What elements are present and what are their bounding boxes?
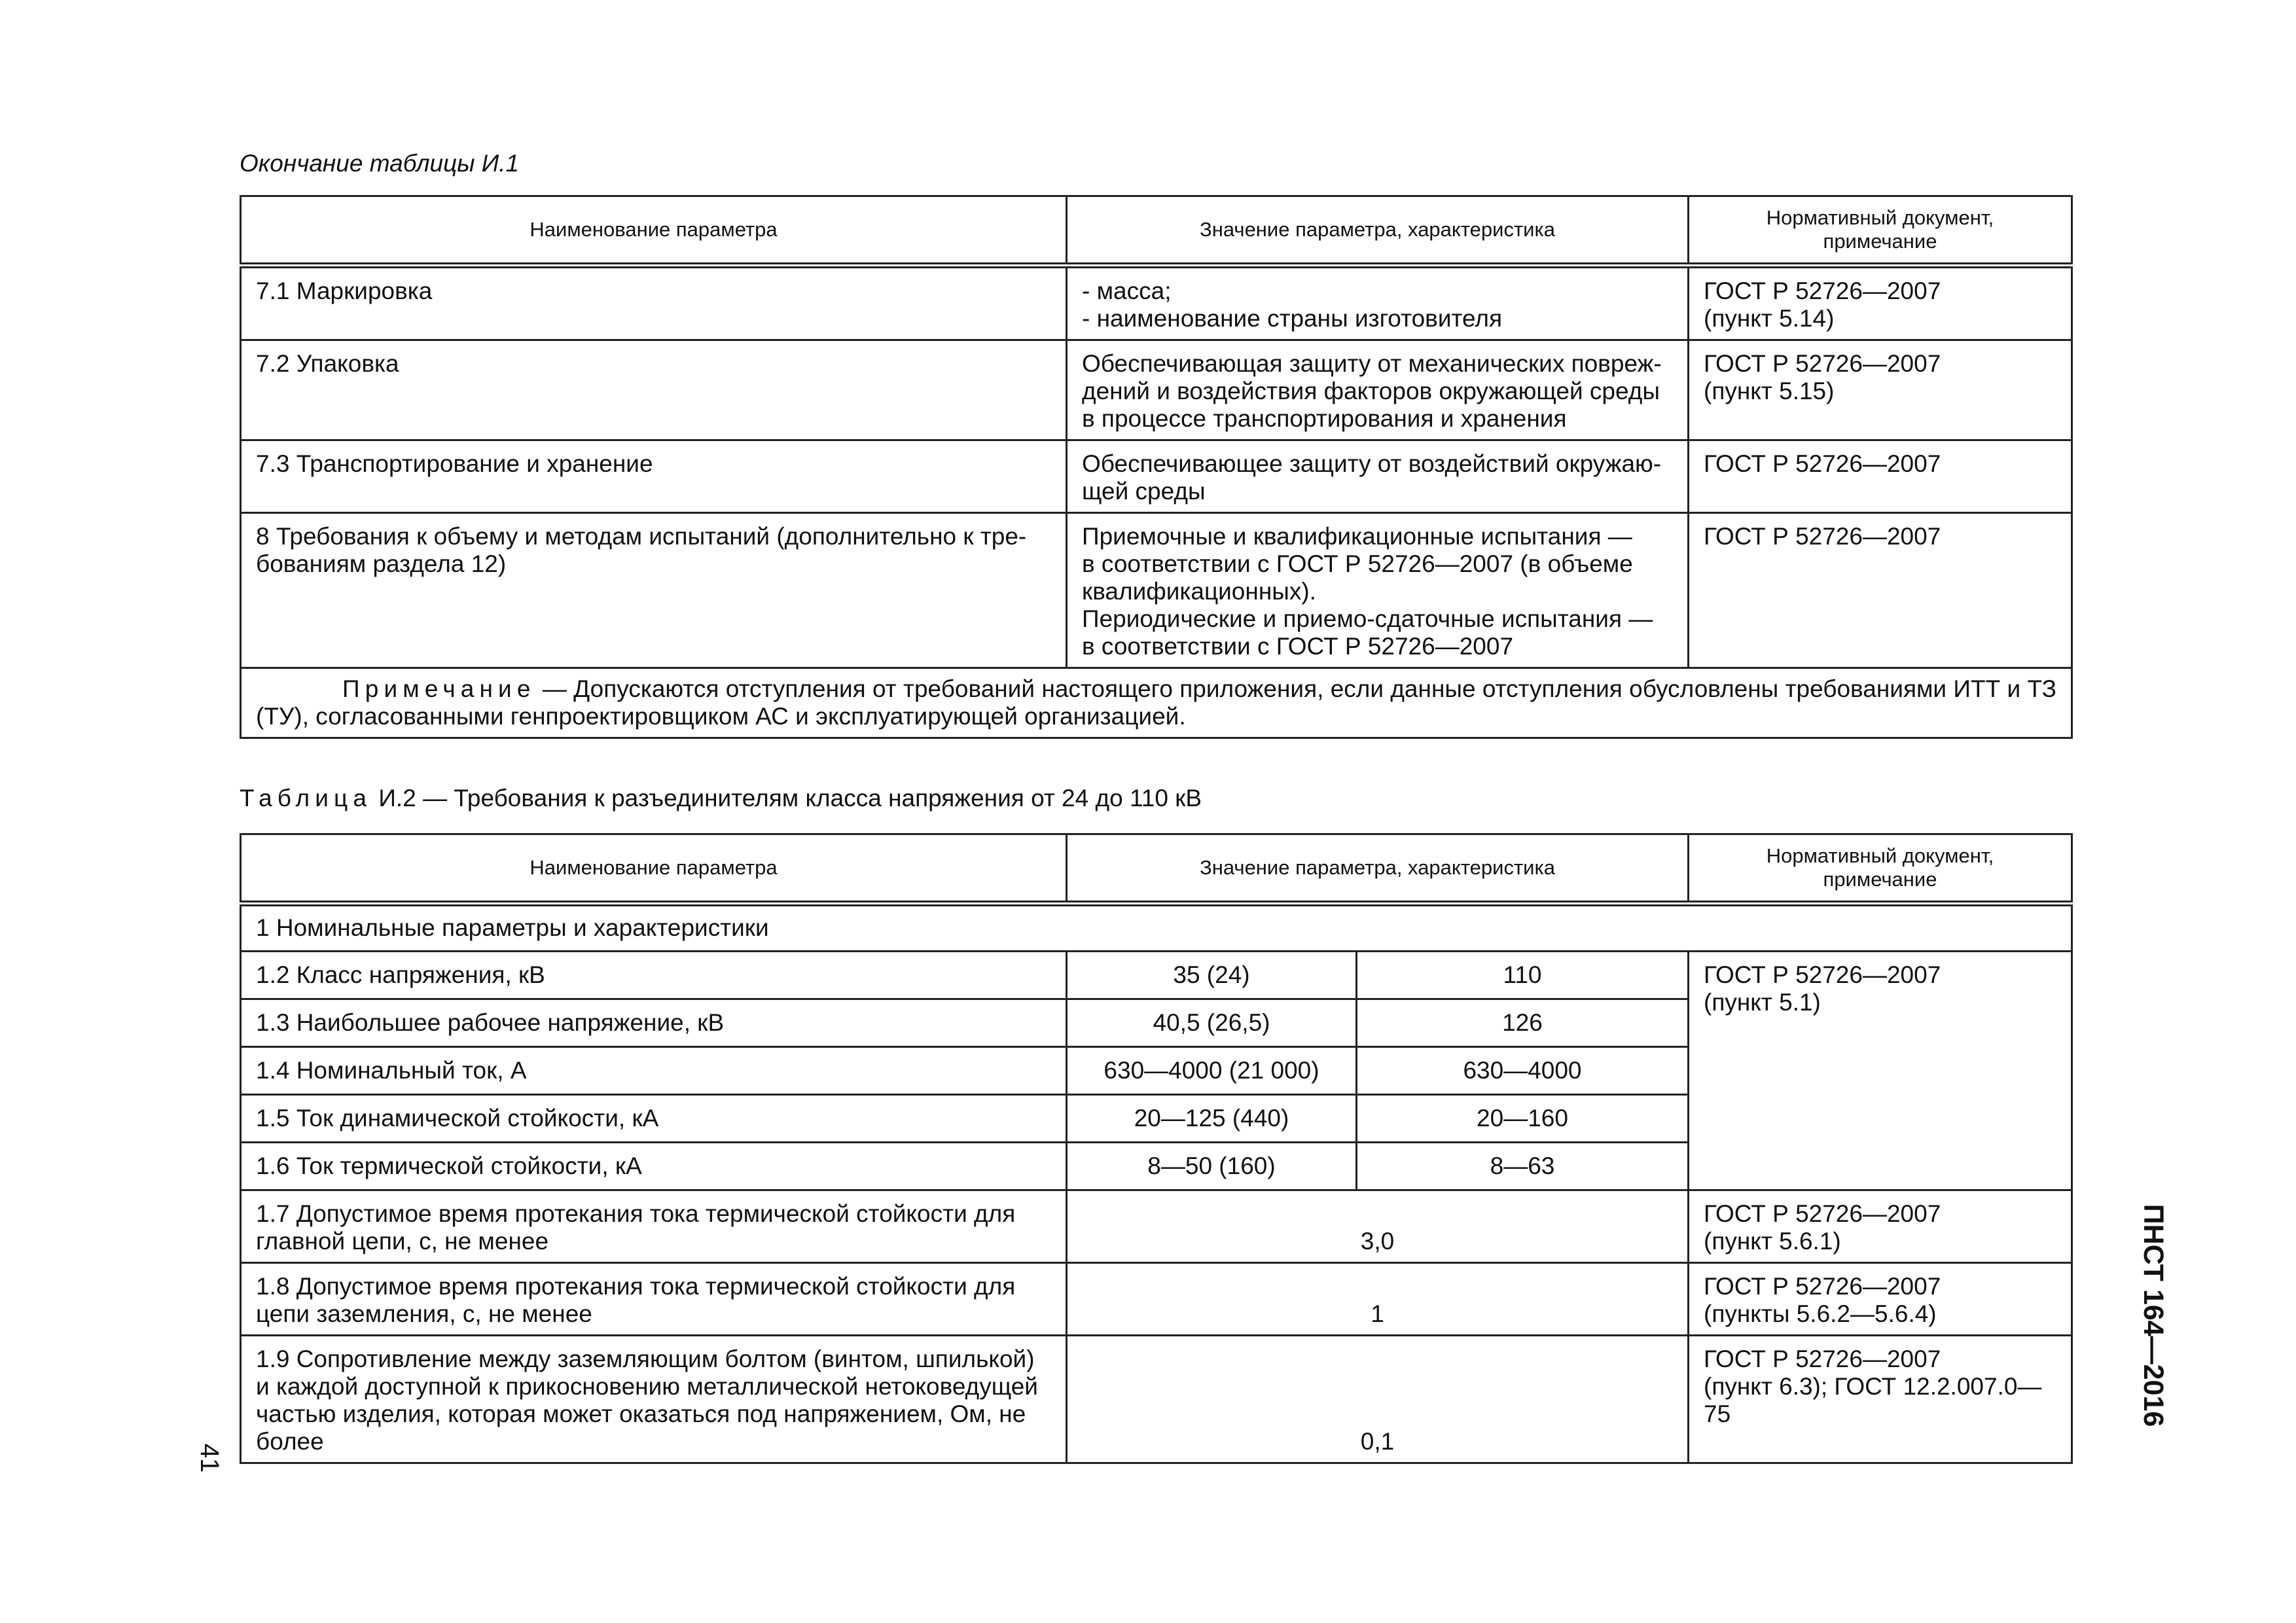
table-row (241, 1263, 2072, 1336)
param-name-cell: 7.2 Упаковка (241, 340, 1067, 440)
table-row (241, 952, 2072, 999)
table-row (241, 513, 2072, 668)
param-name-cell: 1.4 Номинальный ток, А (241, 1047, 1067, 1095)
table-note-row (241, 668, 2072, 738)
normative-doc-cell: ГОСТ Р 52726—2007 (пункты 5.6.2—5.6.4) (1689, 1263, 2072, 1336)
table-caption-continuation: Окончание таблицы И.1 (240, 150, 520, 177)
param-value-cell: Приемочные и квалификационные испытания — в соответствии с ГОСТ Р 52726—2007 (в объеме квалификационных). Периодические и приемо-сдаточные испытания — в соответствии с ГОСТ Р 52726—2007 (1067, 513, 1689, 668)
param-name-cell: 7.1 Маркировка (241, 266, 1067, 340)
param-name-cell: 1.5 Ток динамической стойкости, кА (241, 1095, 1067, 1143)
param-name-cell: 8 Требования к объему и методам испытаний (дополнительно к тре- бованиям раздела 12) (241, 513, 1067, 668)
value-35kv-cell: 630—4000 (21 000) (1067, 1047, 1357, 1095)
header-normative-document: Нормативный документ, примечание (1689, 834, 2072, 904)
table-row (241, 266, 2072, 340)
header-normative-document: Нормативный документ, примечание (1689, 196, 2072, 266)
value-110kv-cell: 126 (1357, 999, 1689, 1047)
table-row (241, 440, 2072, 513)
value-110kv-cell: 20—160 (1357, 1095, 1689, 1143)
normative-doc-cell: ГОСТ Р 52726—2007 (пункт 6.3); ГОСТ 12.2.007.0—75 (1689, 1336, 2072, 1463)
param-value-cell: Обеспечивающее защиту от воздействий окружаю- щей среды (1067, 440, 1689, 513)
note-label: Примечание (342, 675, 536, 702)
section-title: 1 Номинальные параметры и характеристики (241, 904, 2072, 952)
param-value-cell: 0,1 (1067, 1336, 1689, 1463)
header-parameter-name: Наименование параметра (241, 834, 1067, 904)
param-name-cell: 1.6 Ток термической стойкости, кА (241, 1143, 1067, 1190)
table-caption-text: И.2 — Требования к разъединителям класса напряжения от 24 до 110 кВ (372, 785, 1202, 812)
header-parameter-name: Наименование параметра (241, 196, 1067, 266)
value-110kv-cell: 630—4000 (1357, 1047, 1689, 1095)
header-parameter-value: Значение параметра, характеристика (1067, 834, 1689, 904)
param-name-cell: 1.3 Наибольшее рабочее напряжение, кВ (241, 999, 1067, 1047)
table-note (241, 668, 2072, 738)
param-value-cell: - масса; - наименование страны изготовителя (1067, 266, 1689, 340)
note-text: — Допускаются отступления от требований настоящего приложения, если данные отступления обусловлены требованиями ИТТ и ТЗ (ТУ), согласованными генпроектировщиком АС и эксплуатирующей организацией. (256, 675, 2056, 730)
param-name-cell: 1.8 Допустимое время протекания тока термической стойкости для цепи заземления, с, не менее (241, 1263, 1067, 1336)
table-row (241, 340, 2072, 440)
param-name-cell: 1.7 Допустимое время протекания тока термической стойкости для главной цепи, с, не менее (241, 1190, 1067, 1263)
normative-doc-cell: ГОСТ Р 52726—2007 (1689, 440, 2072, 513)
value-35kv-cell: 20—125 (440) (1067, 1095, 1357, 1143)
table-header-row (241, 196, 2072, 266)
value-110kv-cell: 8—63 (1357, 1143, 1689, 1190)
normative-doc-cell: ГОСТ Р 52726—2007 (пункт 5.14) (1689, 266, 2072, 340)
value-35kv-cell: 35 (24) (1067, 952, 1357, 999)
section-row (241, 904, 2072, 952)
value-35kv-cell: 40,5 (26,5) (1067, 999, 1357, 1047)
page-number: 41 (195, 1443, 224, 1473)
param-value-cell: Обеспечивающая защиту от механических повреж- дений и воздействия факторов окружающей среды в процессе транспортирования и хранения (1067, 340, 1689, 440)
normative-doc-cell: ГОСТ Р 52726—2007 (1689, 513, 2072, 668)
document-code: ПНСТ 164—2016 (2138, 1204, 2169, 1427)
param-value-cell: 3,0 (1067, 1190, 1689, 1263)
table-caption (240, 783, 1202, 814)
table-row (241, 1190, 2072, 1263)
normative-doc-cell: ГОСТ Р 52726—2007 (пункт 5.1) (1689, 952, 2072, 1190)
normative-doc-cell: ГОСТ Р 52726—2007 (пункт 5.15) (1689, 340, 2072, 440)
table-header-row (241, 834, 2072, 904)
param-name-cell: 1.2 Класс напряжения, кВ (241, 952, 1067, 999)
table-row (241, 1336, 2072, 1463)
param-name-cell: 7.3 Транспортирование и хранение (241, 440, 1067, 513)
header-parameter-value: Значение параметра, характеристика (1067, 196, 1689, 266)
table-caption-label: Таблица (240, 785, 372, 812)
param-value-cell: 1 (1067, 1263, 1689, 1336)
table-i2 (240, 833, 2073, 1464)
value-35kv-cell: 8—50 (160) (1067, 1143, 1357, 1190)
value-110kv-cell: 110 (1357, 952, 1689, 999)
normative-doc-cell: ГОСТ Р 52726—2007 (пункт 5.6.1) (1689, 1190, 2072, 1263)
param-name-cell: 1.9 Сопротивление между заземляющим болтом (винтом, шпилькой) и каждой доступной к прикосновению металлической нетоковедущей частью изделия, которая может оказаться под напряжением, Ом, не более (241, 1336, 1067, 1463)
table-i1-end (240, 195, 2073, 739)
